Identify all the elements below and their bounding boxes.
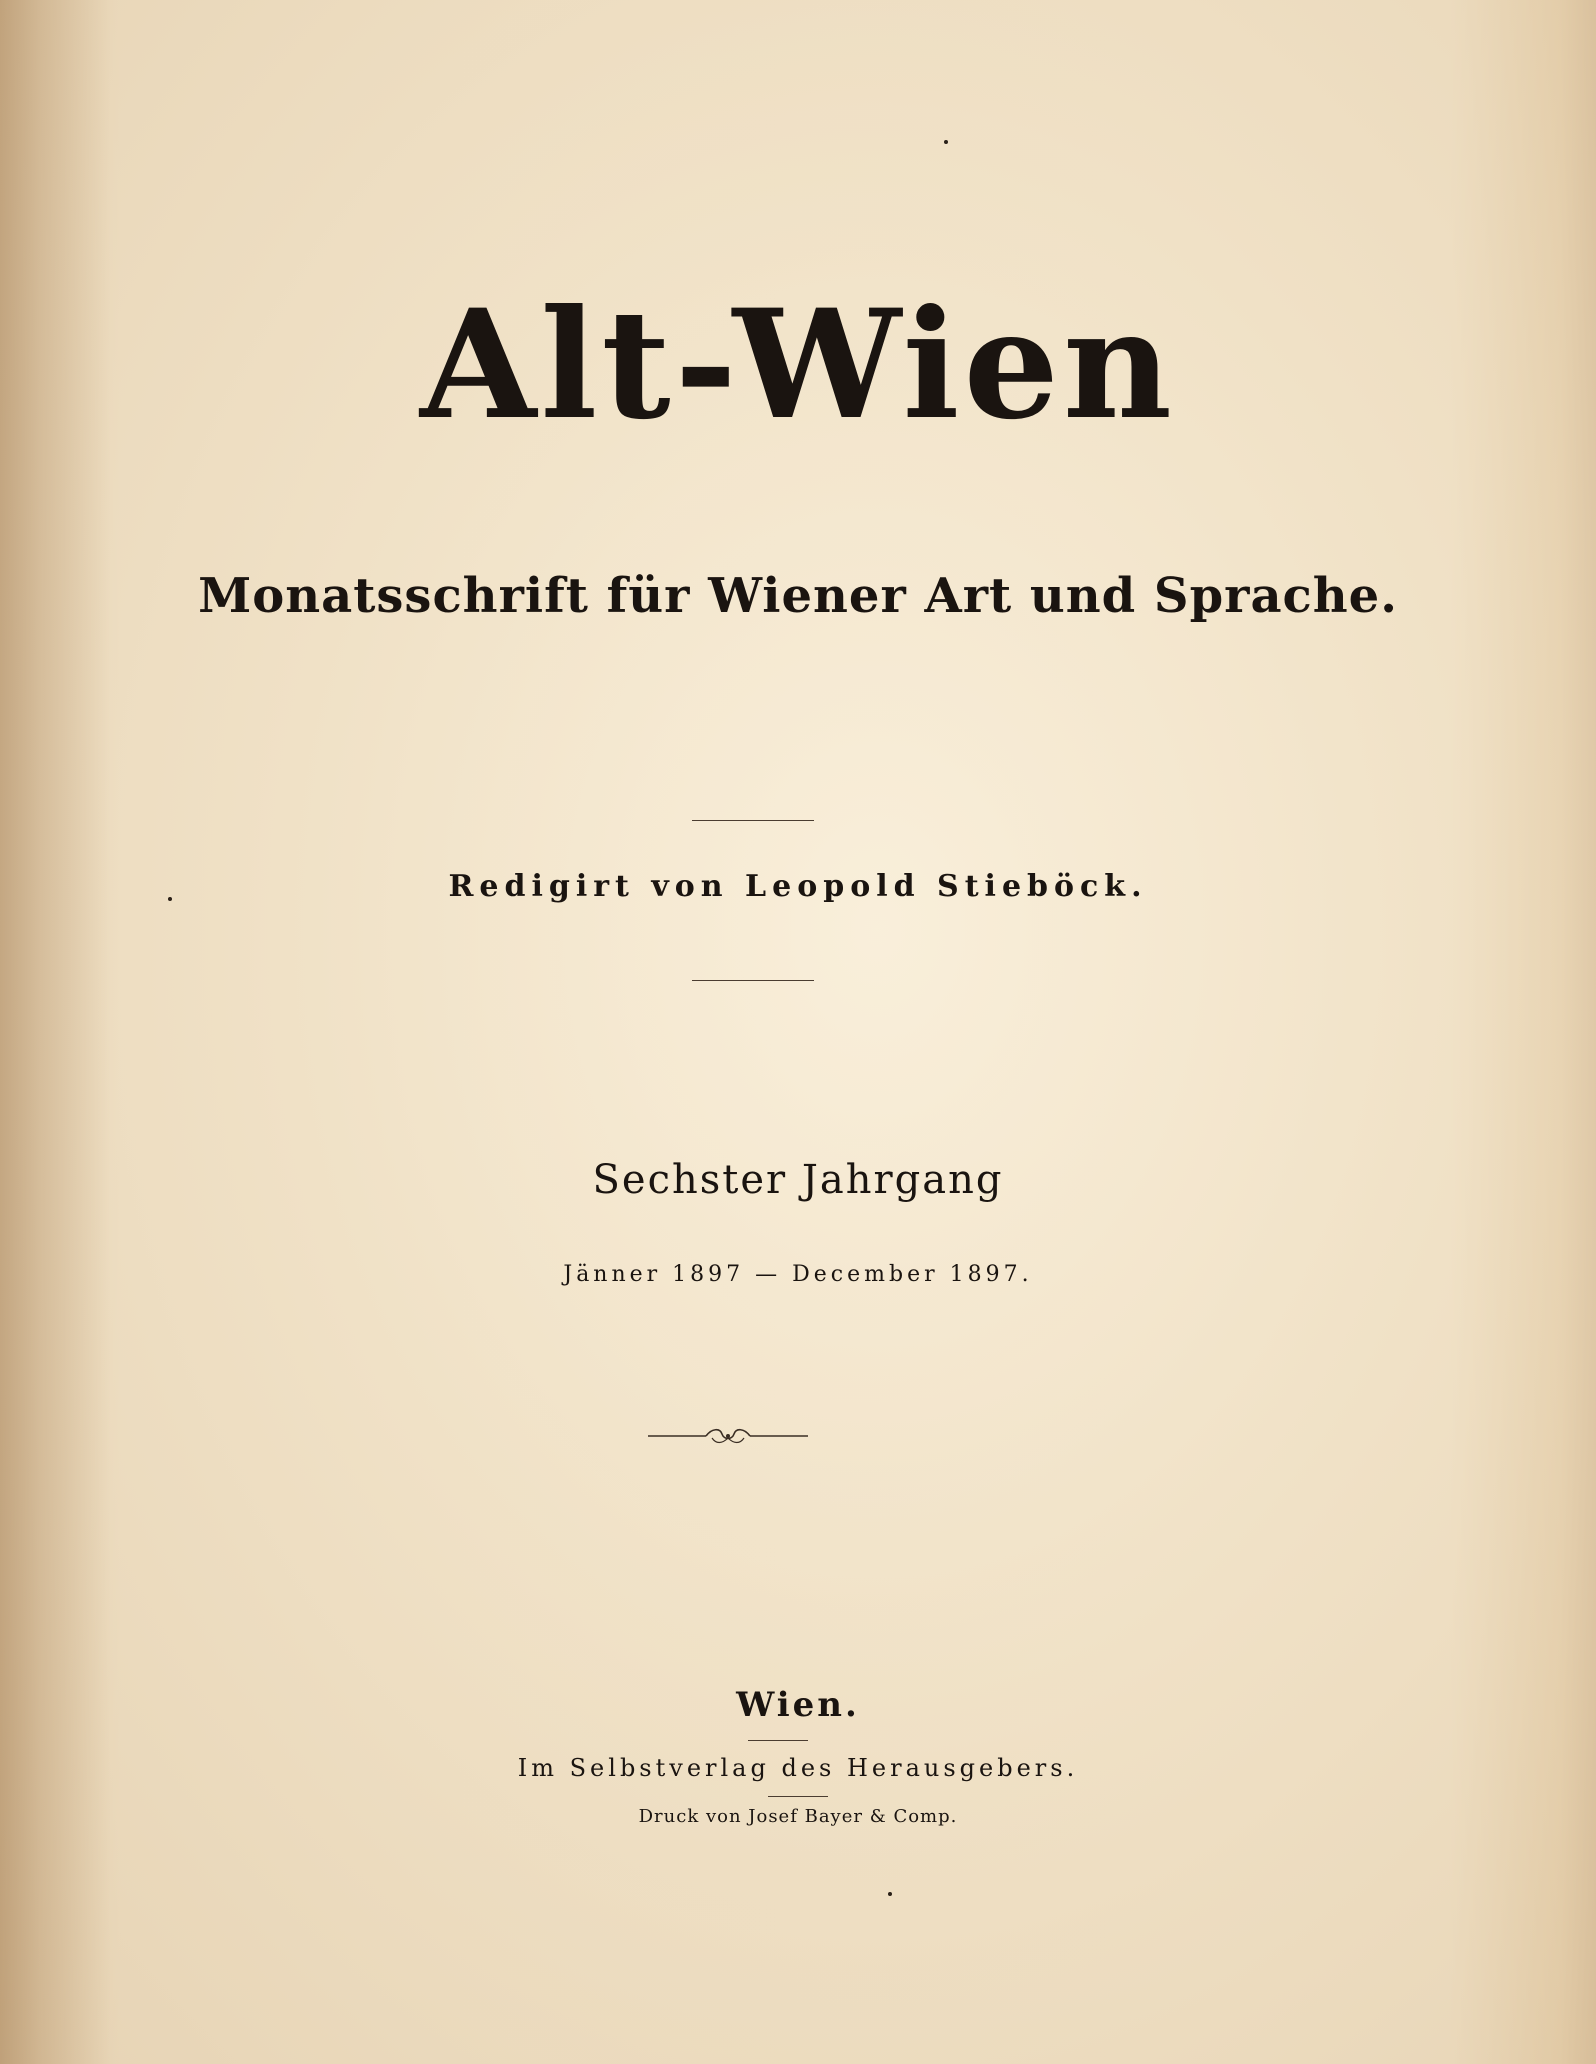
publisher-line: Im Selbstverlag des Herausgebers.: [517, 1754, 1079, 1782]
speck: [944, 140, 948, 144]
divider-line: [692, 980, 814, 981]
journal-subtitle: Monatsschrift für Wiener Art und Sprache.: [198, 568, 1398, 624]
volume-heading: Sechster Jahrgang: [592, 1157, 1004, 1203]
printer-line: Druck von Josef Bayer & Comp.: [638, 1806, 958, 1827]
divider-line: [768, 1796, 828, 1797]
editor-line: Redigirt von Leopold Stieböck.: [448, 869, 1148, 904]
ornament-rule: [648, 1424, 808, 1448]
date-range: Jänner 1897 — December 1897.: [563, 1262, 1033, 1287]
divider-line: [748, 1740, 808, 1741]
speck: [888, 1892, 892, 1896]
divider-line: [692, 820, 814, 821]
place-of-publication: Wien.: [736, 1685, 860, 1725]
journal-title: Alt-Wien: [420, 277, 1176, 453]
